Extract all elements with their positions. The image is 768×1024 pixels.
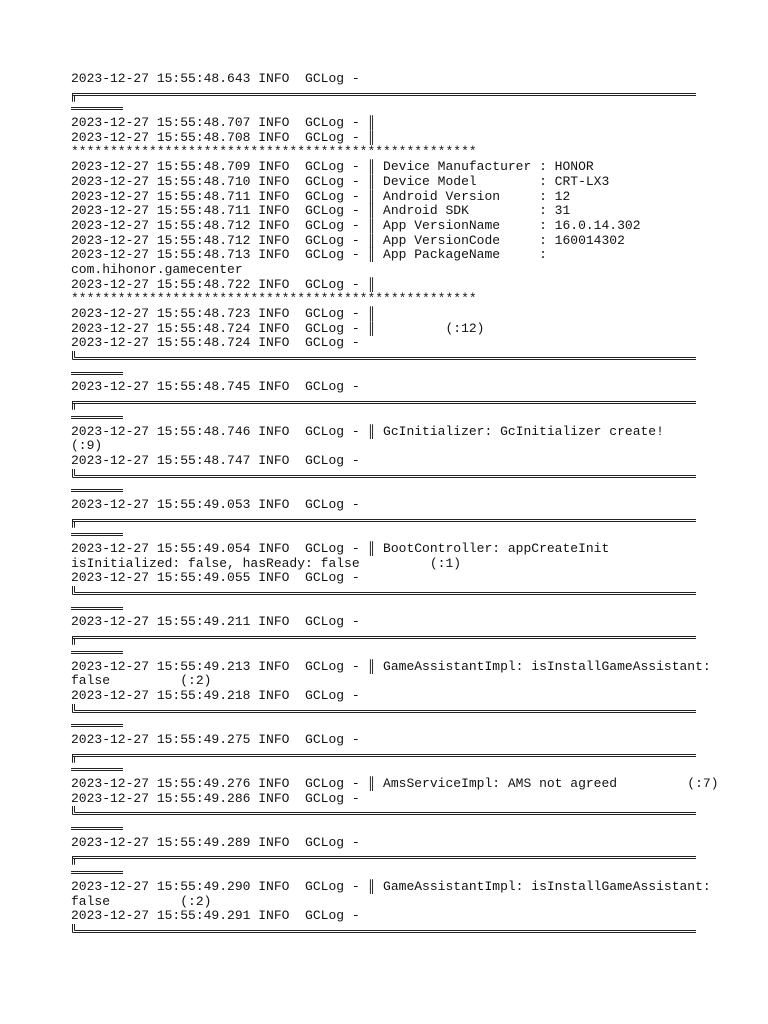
log-line: 2023-12-27 15:55:49.290 INFO GCLog - ║ GameAssistantImpl: isInstallGameAssistant: [71,878,711,894]
log-line: **************************************************** [71,144,477,160]
log-line: com.hihonor.gamecenter [71,261,243,277]
log-line: 2023-12-27 15:55:49.289 INFO GCLog - [71,834,368,850]
log-line: 2023-12-27 15:55:49.286 INFO GCLog - [71,790,368,806]
box-border-glyph [71,513,696,528]
box-border-bottom [71,924,711,939]
log-line: false (:2) [71,673,212,689]
box-border-tail [71,645,711,660]
log-line: 2023-12-27 15:55:48.708 INFO GCLog - ║ [71,129,376,145]
box-border-glyph [71,601,696,616]
log-line: 2023-12-27 15:55:49.291 INFO GCLog - [71,908,368,924]
box-border-glyph [71,718,696,733]
box-border-glyph [71,586,696,601]
box-border-glyph [71,483,696,498]
box-border-glyph [71,762,696,777]
box-border-bottom [71,469,711,484]
log-line: 2023-12-27 15:55:49.054 INFO GCLog - ║ BootController: appCreateInit [71,541,610,556]
box-border-tail [71,762,711,777]
box-border-top [71,513,711,528]
log-line: 2023-12-27 15:55:48.643 INFO GCLog - [71,71,368,86]
log-line: isInitialized: false, hasReady: false (:1) [71,555,462,571]
box-border-tail [71,821,711,836]
box-border-glyph [71,395,696,410]
box-border-tail [71,601,711,616]
box-border-glyph [71,101,696,116]
box-border-glyph [71,924,696,939]
log-line: 2023-12-27 15:55:48.724 INFO GCLog - ║ (:12) [71,320,485,336]
box-border-glyph [71,410,696,425]
log-line: 2023-12-27 15:55:48.710 INFO GCLog - ║ Device Model : CRT-LX3 [71,173,610,189]
box-border-glyph [71,469,696,484]
log-output [71,71,719,939]
box-border-glyph [71,645,696,660]
box-border-glyph [71,630,696,645]
box-border-glyph [71,806,696,821]
log-line: 2023-12-27 15:55:48.745 INFO GCLog - [71,379,368,395]
log-line: 2023-12-27 15:55:48.722 INFO GCLog - ║ [71,276,376,292]
log-line: 2023-12-27 15:55:48.713 INFO GCLog - ║ App PackageName : [71,247,547,263]
box-border-top [71,395,711,410]
box-border-bottom [71,806,711,821]
log-line: 2023-12-27 15:55:48.707 INFO GCLog - ║ [71,115,376,131]
log-line: 2023-12-27 15:55:49.053 INFO GCLog - [71,496,368,512]
box-border-glyph [71,351,696,366]
box-border-glyph [71,87,696,102]
box-border-glyph [71,850,696,865]
box-border-top [71,748,711,763]
log-line: 2023-12-27 15:55:48.723 INFO GCLog - ║ [71,306,376,321]
log-line: 2023-12-27 15:55:48.711 INFO GCLog - ║ Android SDK : 31 [71,203,571,219]
log-line: false (:2) [71,893,212,909]
log-line: (:9) [71,438,103,454]
box-border-bottom [71,351,711,366]
box-border-glyph [71,704,696,719]
box-border-glyph [71,748,696,763]
log-line: 2023-12-27 15:55:48.724 INFO GCLog - [71,335,368,351]
box-border-tail [71,865,711,880]
log-line: 2023-12-27 15:55:48.712 INFO GCLog - ║ App VersionName : 16.0.14.302 [71,217,641,233]
box-border-glyph [71,821,696,836]
log-line: 2023-12-27 15:55:48.746 INFO GCLog - ║ GcInitializer: GcInitializer create! [71,423,664,439]
box-border-tail [71,366,711,381]
box-border-bottom [71,704,711,719]
log-line: 2023-12-27 15:55:48.712 INFO GCLog - ║ App VersionCode : 160014302 [71,232,625,248]
log-line: 2023-12-27 15:55:49.213 INFO GCLog - ║ GameAssistantImpl: isInstallGameAssistant: [71,658,711,674]
log-line: 2023-12-27 15:55:49.055 INFO GCLog - [71,570,368,586]
box-border-top [71,850,711,865]
box-border-tail [71,527,711,542]
box-border-glyph [71,366,696,381]
box-border-top [71,87,711,102]
box-border-bottom [71,586,711,601]
log-line: **************************************************** [71,291,477,307]
log-line: 2023-12-27 15:55:48.747 INFO GCLog - [71,452,368,468]
box-border-tail [71,718,711,733]
box-border-tail [71,101,711,116]
box-border-glyph [71,527,696,542]
log-line: 2023-12-27 15:55:49.276 INFO GCLog - ║ AmsServiceImpl: AMS not agreed (:7) [71,776,719,791]
log-line: 2023-12-27 15:55:48.711 INFO GCLog - ║ Android Version : 12 [71,188,571,204]
box-border-top [71,630,711,645]
box-border-tail [71,410,711,425]
box-border-tail [71,483,711,498]
log-line: 2023-12-27 15:55:49.218 INFO GCLog - [71,687,368,703]
log-line: 2023-12-27 15:55:48.709 INFO GCLog - ║ Device Manufacturer : HONOR [71,159,594,175]
log-line: 2023-12-27 15:55:49.211 INFO GCLog - [71,614,368,630]
box-border-glyph [71,865,696,880]
log-line: 2023-12-27 15:55:49.275 INFO GCLog - [71,731,368,747]
